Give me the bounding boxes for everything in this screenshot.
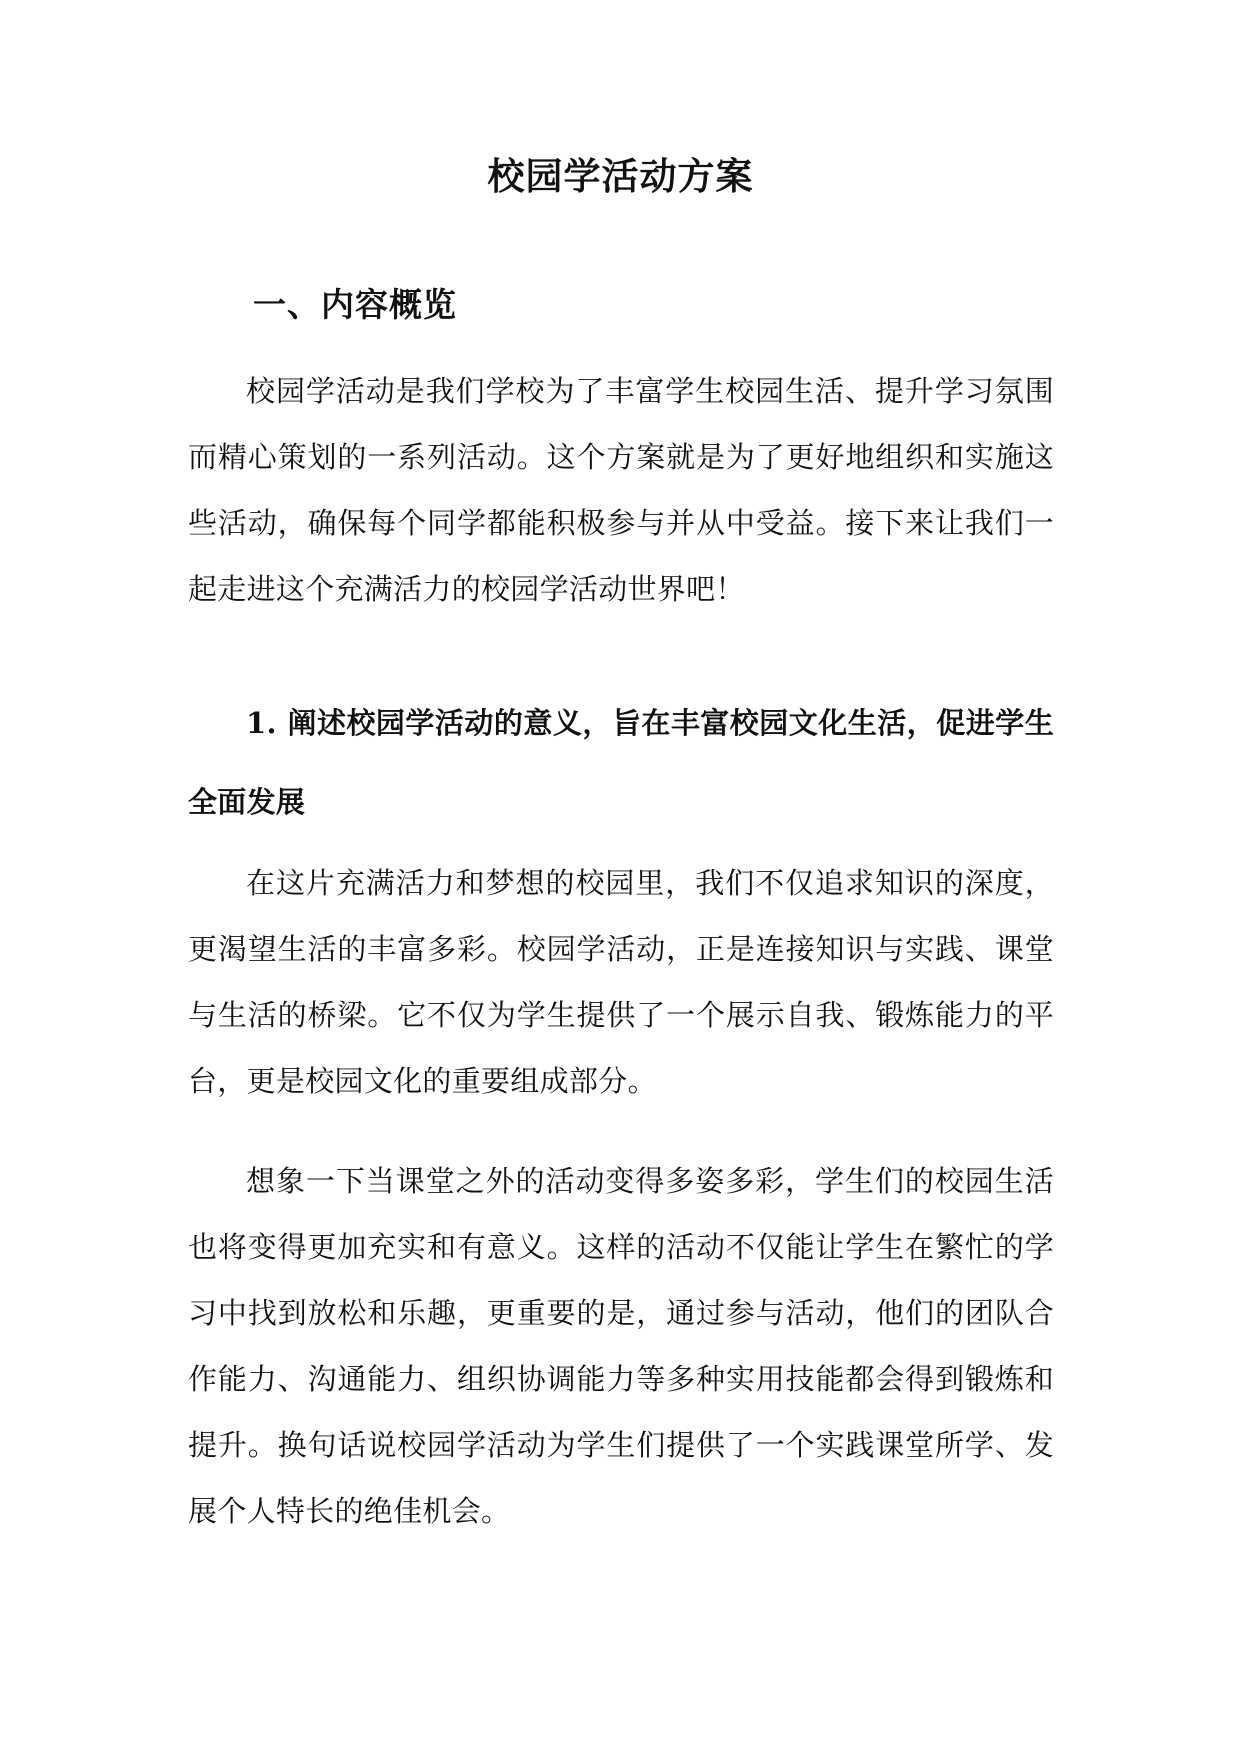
section-heading-overview: 一、内容概览 <box>253 285 457 324</box>
significance-paragraph-1: 在这片充满活力和梦想的校园里，我们不仅追求知识的深度，更渴望生活的丰富多彩。校园学活动，正是连接知识与实践、课堂与生活的桥梁。它不仅为学生提供了一个展示自我、锻炼能力的平台，更是校园文化的重要组成部分。 <box>188 866 1054 1098</box>
significance-paragraph-2: 想象一下当课堂之外的活动变得多姿多彩，学生们的校园生活也将变得更加充实和有意义。这样的活动不仅能让学生在繁忙的学习中找到放松和乐趣，更重要的是，通过参与活动，他们的团队合作能力、沟通能力、组织协调能力等多种实用技能都会得到锻炼和提升。换句话说校园学活动为学生们提供了一个实践课堂所学、发展个人特长的绝佳机会。 <box>188 1164 1054 1528</box>
document-title: 校园学活动方案 <box>487 154 754 198</box>
overview-paragraph: 校园学活动是我们学校为了丰富学生校园生活、提升学习氛围而精心策划的一系列活动。这个方案就是为了更好地组织和实施这些活动，确保每个同学都能积极参与并从中受益。接下来让我们一起走进这个充满活力的校园学活动世界吧！ <box>188 374 1054 606</box>
subsection-heading-significance: 1. 阐述校园学活动的意义，旨在丰富校园文化生活，促进学生全面发展 <box>188 706 1054 819</box>
